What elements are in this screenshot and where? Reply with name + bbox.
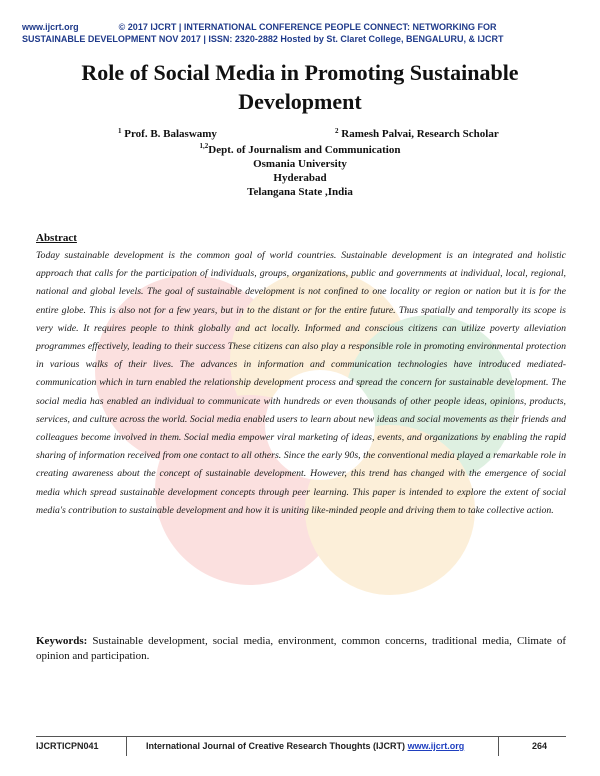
abstract-text: Today sustainable development is the common goal of world countries. Sustainable development is an integrated and holistic approach that calls for the participation of individuals, groups, organizations, public and governments at individual, local, regional, national and global levels. The goal of sustainable development is not confined to one locality or region or nation but it is for the entire globe. This is also not for a few years, but in to the distant or for the entire future. Thus spatially and temporally its scope is very wide. It requires people to think globally and act locally. Informed and conscious citizens can utilize poverty alleviation programmes effectively, leading to their success These citizens can also play a responsible role in promoting environmental protection in various walks of their lives. The advances in information and communication technologies have introduced mediated-communication which in turn enabled the relationship development process and spread the concern for sustainable development. The social media has enabled an individual to communicate with hundreds or even thousands of other people ideas, opinions, products, services, and culture across the world. Social media enabled users to learn about new ideas and social movements as their friends and colleagues become involved in them. Social media empower viral marketing of ideas, events, and organizations by enabling the rapid sharing of information received from one contact to all others. Since the early 90s, the conventional media played a remarkable role in creating awareness about the concept of sustainable development. However, this trend has changed with the emergence of social media which spread sustainable development concepts through peer learning. This paper is intended to explore the extent of social media's contribution to sustainable development and how it is uniting like-minded people and driving them to take collective action. — [36, 250, 566, 516]
footer-separator — [126, 736, 127, 756]
author-2 — [335, 128, 499, 140]
affiliation-city: Hyderabad — [273, 172, 327, 184]
footer-separator — [498, 736, 499, 756]
header-line-1: © 2017 IJCRT | INTERNATIONAL CONFERENCE PEOPLE CONNECT: NETWORKING FOR — [118, 22, 497, 32]
keywords — [36, 634, 566, 664]
author-1-sup: 1 — [118, 127, 122, 135]
footer-link[interactable]: www.ijcrt.org — [407, 741, 465, 751]
affiliation-university: Osmania University — [253, 158, 347, 170]
abstract-heading: Abstract — [36, 232, 77, 244]
footer-journal — [146, 739, 464, 753]
footer-paper-code: IJCRTICPN041 — [36, 741, 99, 751]
footer-divider — [36, 736, 566, 737]
footer-journal-name: International Journal of Creative Research Thoughts (IJCRT) — [146, 741, 406, 751]
author-2-sup: 2 — [335, 127, 339, 135]
author-2-name: Ramesh Palvai, Research Scholar — [341, 128, 499, 140]
page-footer — [36, 739, 566, 753]
keywords-text: Sustainable development, social media, environment, common concerns, traditional media, Climate of opinion and participation. — [36, 635, 566, 662]
author-1-name: Prof. B. Balaswamy — [124, 128, 217, 140]
page-header — [22, 21, 582, 45]
affiliation-dept: Dept. of Journalism and Communication — [208, 144, 401, 156]
affiliation — [0, 143, 600, 199]
keywords-label: Keywords: — [36, 635, 88, 647]
page-number: 264 — [532, 741, 548, 751]
affiliation-state: Telangana State ,India — [247, 186, 353, 198]
header-url[interactable]: www.ijcrt.org — [22, 22, 79, 32]
affiliation-sup: 1,2 — [199, 142, 209, 150]
author-1 — [118, 128, 217, 140]
paper-title: Role of Social Media in Promoting Sustainable Development — [81, 60, 519, 114]
header-line-2: SUSTAINABLE DEVELOPMENT NOV 2017 | ISSN: 2320-2882 Hosted by St. Claret College, BENGALURU, & IJCRT — [22, 34, 504, 44]
